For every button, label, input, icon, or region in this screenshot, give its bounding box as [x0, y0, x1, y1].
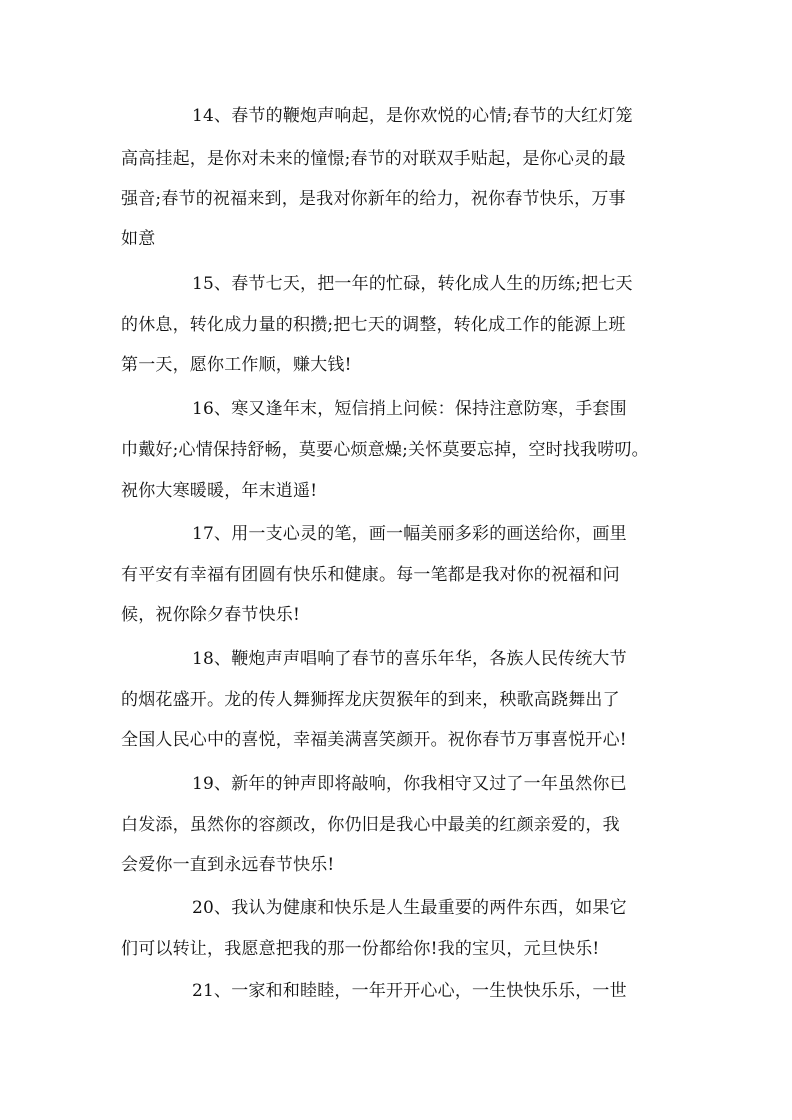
- paragraph-16-line-2: 巾戴好;心情保持舒畅，莫要心烦意燥;关怀莫要忘掉，空时找我唠叨。: [121, 440, 649, 460]
- paragraph-14-line-4: 如意: [121, 229, 156, 249]
- paragraph-14-line-1: 14、春节的鞭炮声响起，是你欢悦的心情;春节的大红灯笼: [192, 106, 633, 126]
- paragraph-19-line-2: 白发添，虽然你的容颜改，你仍旧是我心中最美的红颜亲爱的，我: [121, 815, 620, 835]
- paragraph-15-line-1: 15、春节七天，把一年的忙碌，转化成人生的历练;把七天: [192, 274, 633, 294]
- paragraph-17-line-1: 17、用一支心灵的笔，画一幅美丽多彩的画送给你，画里: [192, 524, 627, 544]
- paragraph-18-line-1: 18、鞭炮声声唱响了春节的喜乐年华，各族人民传统大节: [192, 649, 627, 669]
- paragraph-21-line-1: 21、一家和和睦睦，一年开开心心，一生快快乐乐，一世: [192, 981, 627, 1001]
- paragraph-15-line-3: 第一天，愿你工作顺，赚大钱!: [121, 355, 352, 375]
- paragraph-20-line-2: 们可以转让，我愿意把我的那一份都给你!我的宝贝，元旦快乐!: [121, 939, 600, 959]
- paragraph-18-line-2: 的烟花盛开。龙的传人舞狮挥龙庆贺猴年的到来，秧歌高跷舞出了: [121, 690, 620, 710]
- paragraph-14-line-3: 强音;春节的祝福来到，是我对你新年的给力，祝你春节快乐，万事: [121, 189, 626, 209]
- paragraph-18-line-3: 全国人民心中的喜悦，幸福美满喜笑颜开。祝你春节万事喜悦开心!: [121, 730, 627, 750]
- paragraph-16-line-3: 祝你大寒暖暖，年末逍遥!: [121, 481, 318, 501]
- paragraph-20-line-1: 20、我认为健康和快乐是人生最重要的两件东西，如果它: [192, 898, 627, 918]
- paragraph-19-line-3: 会爱你一直到永远春节快乐!: [121, 855, 335, 875]
- paragraph-16-line-1: 16、寒又逢年末，短信捎上问候：保持注意防寒，手套围: [192, 399, 627, 419]
- paragraph-14-line-2: 高高挂起，是你对未来的憧憬;春节的对联双手贴起，是你心灵的最: [121, 149, 626, 169]
- paragraph-17-line-2: 有平安有幸福有团圆有快乐和健康。每一笔都是我对你的祝福和问: [121, 565, 620, 585]
- paragraph-19-line-1: 19、新年的钟声即将敲响，你我相守又过了一年虽然你已: [192, 774, 627, 794]
- paragraph-17-line-3: 候，祝你除夕春节快乐!: [121, 605, 301, 625]
- paragraph-15-line-2: 的休息，转化成力量的积攒;把七天的调整，转化成工作的能源上班: [121, 315, 626, 335]
